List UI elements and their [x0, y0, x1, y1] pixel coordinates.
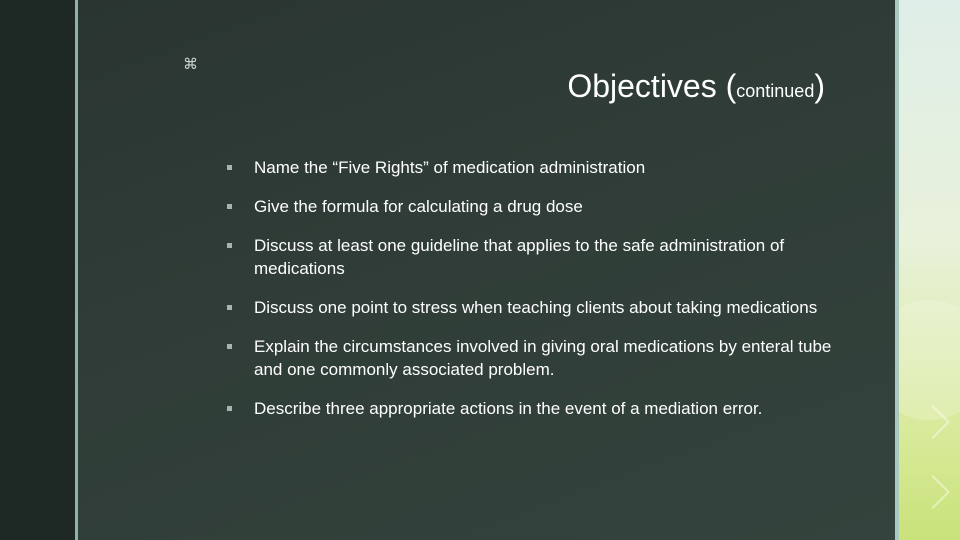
slide-title: [567, 64, 825, 113]
bullet-square-icon: [227, 165, 232, 170]
left-strip: [0, 0, 76, 540]
title-subtitle: continued: [736, 81, 815, 101]
list-item-text: Discuss at least one guideline that applies to the safe administration of medications: [254, 236, 785, 278]
bullet-square-icon: [227, 344, 232, 349]
list-item-text: Give the formula for calculating a drug dose: [254, 197, 583, 216]
bullet-square-icon: [227, 305, 232, 310]
list-item: [227, 156, 837, 179]
list-item-text: Explain the circumstances involved in giving oral medications by enteral tube and one commonly associated problem.: [254, 337, 832, 379]
list-item: [227, 296, 837, 319]
list-item: [227, 335, 837, 381]
list-item-text: Discuss one point to stress when teaching clients about taking medications: [254, 298, 818, 317]
list-item: [227, 234, 837, 280]
list-item: [227, 195, 837, 218]
title-main: Objectives (: [567, 68, 737, 104]
bullet-square-icon: [227, 406, 232, 411]
objectives-list: [227, 156, 837, 436]
list-item-text: Describe three appropriate actions in the event of a mediation error.: [254, 399, 763, 418]
right-decorative-strip: [899, 0, 960, 540]
chevron-right-icon: [916, 475, 950, 509]
list-item-text: Name the “Five Rights” of medication administration: [254, 158, 646, 177]
bullet-square-icon: [227, 204, 232, 209]
command-icon: ⌘: [183, 55, 198, 73]
title-end: ): [814, 68, 825, 104]
bullet-square-icon: [227, 243, 232, 248]
list-item: [227, 397, 837, 420]
decorative-circle: [899, 300, 960, 420]
